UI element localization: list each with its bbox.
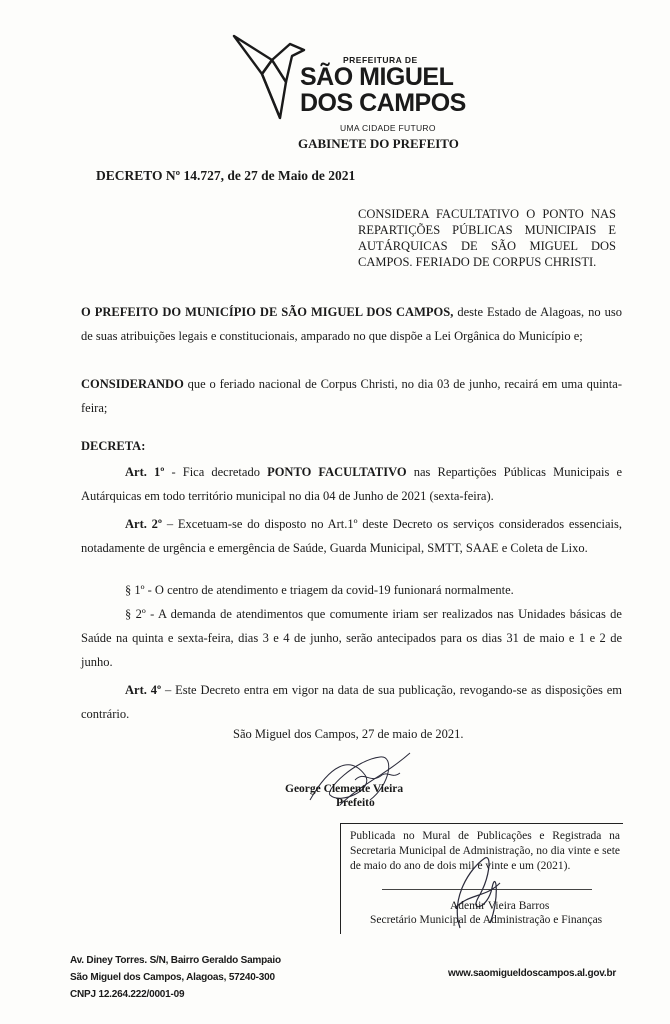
decree-summary: CONSIDERA FACULTATIVO O PONTO NAS REPARTIÇÕES PÚBLICAS MUNICIPAIS E AUTÁRQUICAS DE SÃO MIGUEL DOS CAMPOS. FERIADO DE CORPUS CHRISTI. — [358, 207, 616, 269]
decreta-label: DECRETA: — [81, 439, 146, 453]
office-heading: GABINETE DO PREFEITO — [298, 136, 459, 151]
publication-stamp-text: Publicada no Mural de Publicações e Registrada na Secretaria Municipal de Administração, no dia vinte e sete de maio do ano de dois mil e vinte e um (2021). — [350, 830, 620, 872]
decree-title: DECRETO Nº 14.727, de 27 de Maio de 2021 — [96, 168, 356, 183]
bird-logo-icon — [228, 30, 308, 122]
article-2-text: – Excetuam-se do disposto no Art.1º deste Decreto os serviços considerados essenciais, notadamente de urgência e emergência de Saúde, Guarda Municipal, SMTT, SAAE e Coleta de Lixo. — [81, 517, 622, 555]
paragraph-1: § 1º - O centro de atendimento e triagem da covid-19 funionará normalmente. — [125, 583, 514, 597]
article-4-text: – Este Decreto entra em vigor na data de sua publicação, revogando-se as disposições em contrário. — [81, 683, 622, 721]
footer-address-line2: São Miguel dos Campos, Alagoas, 57240-300 — [70, 972, 275, 983]
considerando-text: que o feriado nacional de Corpus Christi, no dia 03 de junho, recairá em uma quinta-feira; — [81, 377, 622, 415]
article-1-text-a: - Fica decretado — [164, 465, 268, 479]
logo-prefeitura-label: PREFEITURA DE — [343, 55, 418, 65]
article-1-label: Art. 1º — [125, 465, 165, 479]
article-4 — [81, 678, 622, 726]
logo-city-name-line1: SÃO MIGUEL — [300, 63, 454, 91]
article-2-label: Art. 2º — [125, 517, 163, 531]
secretary-title: Secretário Municipal de Administração e Finanças — [370, 914, 603, 926]
footer-address-line1: Av. Diney Torres. S/N, Bairro Geraldo Sampaio — [70, 955, 281, 966]
considerando-bold: CONSIDERANDO — [81, 377, 184, 391]
considerando-paragraph — [81, 372, 622, 420]
article-1-text-b: nas Repartições Públicas Municipais e Autárquicas em todo território municipal no dia 04 de Junho de 2021 (sexta-feira). — [81, 465, 622, 503]
article-2 — [81, 512, 622, 560]
preamble-paragraph — [81, 300, 622, 348]
place-and-date: São Miguel dos Campos, 27 de maio de 2021. — [233, 727, 464, 741]
article-1 — [81, 460, 622, 508]
footer-website-link[interactable]: www.saomigueldoscampos.al.gov.br — [448, 968, 617, 979]
footer-cnpj: CNPJ 12.264.222/0001-09 — [70, 989, 185, 1000]
paragraph-2: § 2º - A demanda de atendimentos que comumente iriam ser realizados nas Unidades básicas de Saúde na quinta e sexta-feira, dias 3 e 4 de junho, serão antecipados para os dias 31 de maio e 1 e 2 de junho. — [81, 607, 622, 669]
logo-tagline: UMA CIDADE FUTURO — [340, 123, 436, 133]
preamble-text: deste Estado de Alagoas, no uso de suas atribuições legais e constitucionais, amparado no que dispõe a Lei Orgânica do Município e; — [81, 305, 623, 343]
decreta-heading — [81, 434, 622, 458]
article-1-bold: PONTO FACULTATIVO — [267, 465, 407, 479]
mayor-name: George Clemente Vieira — [285, 783, 404, 795]
mayor-title: Prefeito — [336, 797, 375, 809]
article-4-label: Art. 4º — [125, 683, 162, 697]
preamble-bold: O PREFEITO DO MUNICÍPIO DE SÃO MIGUEL DOS CAMPOS, — [81, 305, 454, 319]
secretary-name: Ademir Vieira Barros — [450, 900, 550, 912]
logo-city-name-line2: DOS CAMPOS — [300, 89, 466, 117]
